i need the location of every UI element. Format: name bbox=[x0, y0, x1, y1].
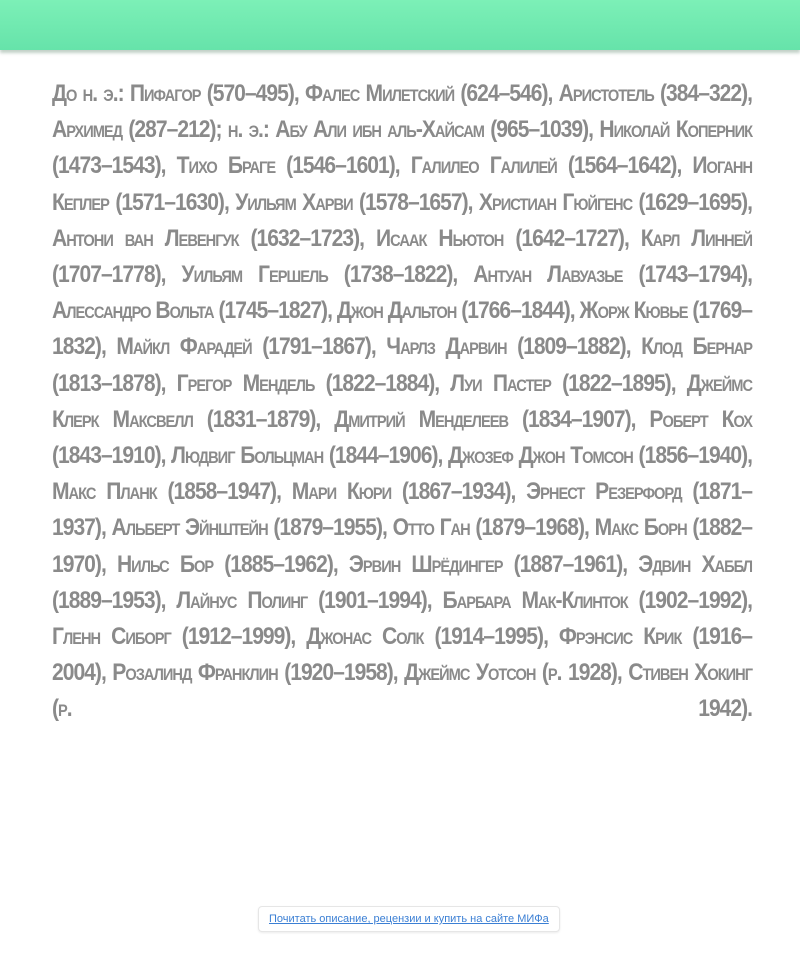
miff-store-link[interactable]: Почитать описание, рецензии и купить на сайте МИФа bbox=[258, 906, 560, 932]
scientists-list-paragraph: До н. э.: Пифагор (570–495), Фалес Милетский (624–546), Аристотель (384–322), Архимед (287–212); н. э.: Абу Али ибн аль-Хайсам (965–1039), Николай Коперник (1473–1543), Тихо Браге (1546–1601), Галилео Галилей (1564–1642), Иоганн Кеплер (1571–1630), Уильям Харви (1578–1657), Христиан Гюйгенс (1629–1695), Антони ван Левенгук (1632–1723), Исаак Ньютон (1642–1727), Карл Линней (1707–1778), Уильям Гершель (1738–1822), Антуан Лавуазье (1743–1794), Алессандро Вольта (1745–1827), Джон Дальтон (1766–1844), Жорж Кювье (1769–1832), Майкл Фарадей (1791–1867), Чарлз Дарвин (1809–1882), Клод Бернар (1813–1878), Грегор Мендель (1822–1884), Луи Пастер (1822–1895), Джеймс Клерк Максвелл (1831–1879), Дмитрий Менделеев (1834–1907), Роберт Кох (1843–1910), Людвиг Больцман (1844–1906), Джозеф Джон Томсон (1856–1940), Макс Планк (1858–1947), Мари Кюри (1867–1934), Эрнест Резерфорд (1871–1937), Альберт Эйнштейн (1879–1955), Отто Ган (1879–1968), Макс Борн (1882–1970), Нильс Бор (1885–1962), Эрвин Шрёдингер (1887–1961), Эдвин Хаббл (1889–1953), Лайнус Полинг (1901–1994), Барбара Мак-Клинток (1902–1992), Гленн Сиборг (1912–1999), Джонас Солк (1914–1995), Фрэнсис Крик (1916–2004), Розалинд Франклин (1920–1958), Джеймс Уотсон (р. 1928), Стивен Хокинг (р. 1942). bbox=[52, 80, 753, 723]
top-accent-band bbox=[0, 0, 800, 50]
